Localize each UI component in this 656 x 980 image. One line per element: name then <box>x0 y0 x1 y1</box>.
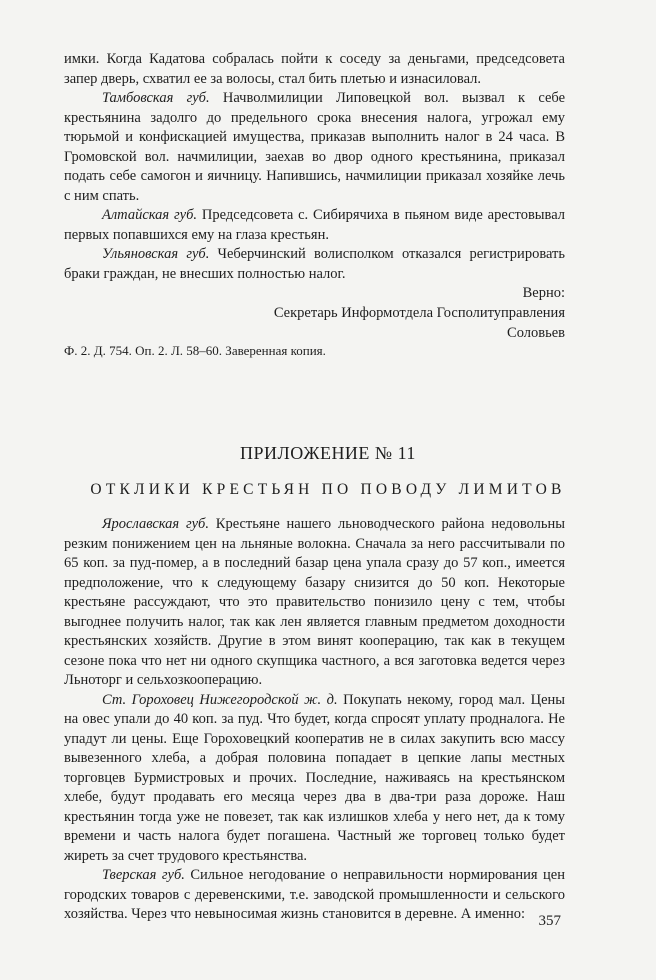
paragraph-text: Чеберчинский волисполком отказался регистрировать браки граждан, не внесших полностью налог. <box>64 246 565 282</box>
region-name: Тамбовская губ. <box>102 90 210 106</box>
paragraph-text: Крестьяне нашего льноводческого района недовольны резким понижением цен на льняные волокна. Сначала за него рассчитывали по 65 коп. за пуд-помер, а в последний базар цена упала сразу до 57 коп., имеется предположение, что к следующему базару снизится до 50 коп. Некоторые крестьяне рассуждают, что это правительство понизило цену с тем, чтобы выгоднее получить налог, так как лен является главным предметом доходности крестьянских хозяйств. Другие в этом винят кооперацию, так как в текущем сезоне пока что нет ни одного скупщика частного, а вся заготовка ведется через Льноторг и сельхозкооперацию. <box>64 516 565 688</box>
paragraph-yaroslavl <box>64 515 565 691</box>
region-name: Алтайская губ. <box>102 207 198 223</box>
paragraph-text: имки. Когда Кадатова собралась пойти к соседу за деньгами, председсовета запер дверь, схватил ее за волосы, стал бить плетью и изнасиловал. <box>64 51 565 87</box>
paragraph-continuation <box>64 50 565 89</box>
page-number: 357 <box>538 913 561 929</box>
paragraph-text: Покупать некому, город мал. Цены на овес упали до 40 коп. за пуд. Что будет, когда спросят уплату продналога. Не упадут ли цены. Еще Гороховецкий кооператив не в силах закупить всю массу вывезенного хлеба, а добрая половина попадает в цепкие лапы местных торговцев Бурмистровых и прочих. Последние, наживаясь на крестьянском хлебе, будут продавать его месяца через два в два-три раза дороже. Наш крестьянин тогда уже не повезет, так как излишков хлеба у него нет, да к тому времени и часть налога будет погашена. Частный же торговец только будет жиреть за счет трудового крестьянства. <box>64 691 566 864</box>
archive-reference: Ф. 2. Д. 754. Оп. 2. Л. 58–60. Заверенная копия. <box>64 343 326 358</box>
region-name: Тверская губ. <box>102 867 185 883</box>
top-text-block <box>64 50 565 284</box>
paragraph-gorokhovets <box>64 691 565 867</box>
paragraph-ulyanovsk <box>64 245 565 284</box>
signature-block <box>274 283 565 343</box>
bottom-text-block <box>64 515 565 925</box>
paragraph-altai <box>64 206 565 245</box>
paragraph-tambov <box>64 89 565 206</box>
paragraph-text: Начволмилиции Липовецкой вол. вызвал к себе крестьянина задолго до предельного срока внесения налога, угрожал ему тюрьмой и конфискацией имущества, приказав выполнить налог в 24 часа. В Громовской вол. начмилиции, заехав во двор одного крестьянина, приказал подать себе самогон и яичницу. Напившись, начмилиции приказал хозяйке лечь с ним спать. <box>64 90 565 204</box>
paragraph-text: Сильное негодование о неправильности нормирования цен городских товаров с деревенскими, т.е. заводской промышленности и сельского хозяйства. Через что невыносимая жизнь становится в деревне. А именно: <box>64 867 565 922</box>
paragraph-tver <box>64 866 565 925</box>
signatory-name: Соловьев <box>507 325 565 341</box>
region-name: Ярославская губ. <box>102 516 209 532</box>
signatory-position: Секретарь Информотдела Госполитуправления <box>273 305 565 321</box>
verno-label: Верно: <box>522 285 565 301</box>
region-name: Ульяновская губ. <box>102 246 210 262</box>
appendix-title: ПРИЛОЖЕНИЕ № 11 <box>240 443 416 463</box>
region-name: Ст. Гороховец Нижегородской ж. д. <box>102 691 338 708</box>
paragraph-text: Председсовета с. Сибирячиха в пьяном виде арестовывал первых попавшихся ему на глаза крестьян. <box>64 207 565 243</box>
appendix-subtitle: ОТКЛИКИ КРЕСТЬЯН ПО ПОВОДУ ЛИМИТОВ <box>90 481 566 498</box>
